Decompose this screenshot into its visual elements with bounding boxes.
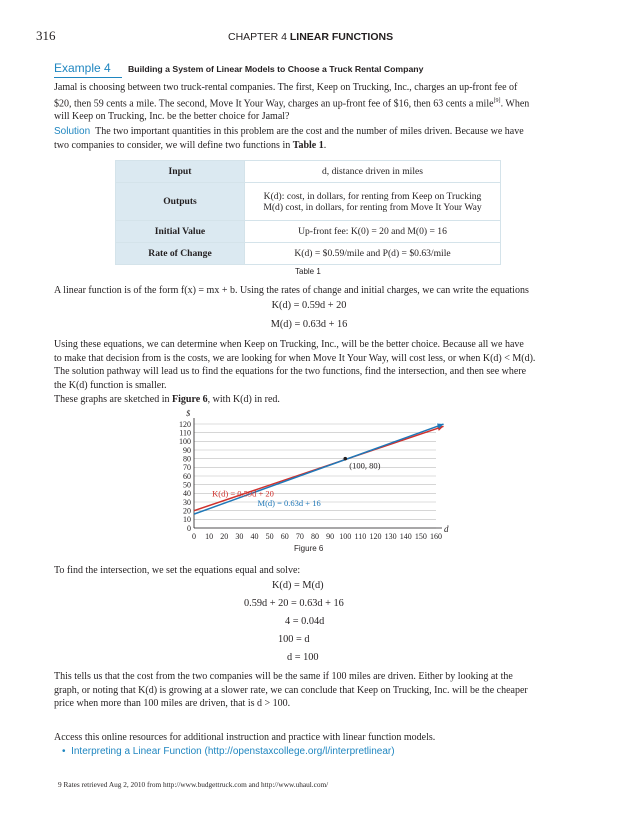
step-2: 0.59d + 20 = 0.63d + 16 xyxy=(244,598,344,609)
text-line: The two important quantities in this problem are the cost and the number of miles driven. Because we have xyxy=(95,126,524,137)
rate-header: Rate of Change xyxy=(116,243,245,265)
x-tick-label: 160 xyxy=(430,532,442,541)
y-tick-label: 10 xyxy=(183,515,191,525)
x-tick-label: 70 xyxy=(295,532,304,541)
y-tick-label: 70 xyxy=(183,463,191,473)
interpret-linear-link[interactable]: Interpreting a Linear Function (http://openstaxcollege.org/l/interpretlinear) xyxy=(71,746,395,757)
x-tick-label: 150 xyxy=(414,532,427,541)
footnote: 9 Rates retrieved Aug 2, 2010 from http://www.budgettruck.com and http://www.uhaul.com/ xyxy=(58,780,329,789)
text-line: $20, then 59 cents a mile. The second, Move It Your Way, charges an up-front fee of $16, then 63 cents a mile[9]. When xyxy=(54,97,530,109)
x-tick-label: 20 xyxy=(220,532,229,541)
example-label: Example 4 xyxy=(54,61,111,75)
x-tick-label: 50 xyxy=(265,532,274,541)
y-tick-label: 100 xyxy=(179,437,191,447)
x-tick-label: 140 xyxy=(399,532,412,541)
output-line: K(d): cost, in dollars, for renting from Keep on Trucking xyxy=(263,190,482,202)
equation-m: M(d) = 0.63d + 16 xyxy=(270,319,348,330)
y-tick-label: 120 xyxy=(179,419,191,429)
text-line: This tells us that the cost from the two companies will be the same if 100 miles are driven. Either by looking at the xyxy=(54,671,513,682)
text-line: graph, or noting that K(d) is growing at a slower rate, we can conclude that Keep on Trucking, Inc. will be the cheaper xyxy=(54,684,528,696)
x-tick-label: 110 xyxy=(354,532,367,541)
x-tick-label: 10 xyxy=(205,532,214,541)
y-tick-label: 20 xyxy=(183,506,191,516)
step-3: 4 = 0.04d xyxy=(285,616,325,627)
resource-link-item[interactable] xyxy=(62,746,395,757)
intersection-point xyxy=(343,457,347,461)
figure-reference: Figure 6 xyxy=(172,394,208,405)
example-underline xyxy=(54,77,122,78)
y-tick-label: 30 xyxy=(183,497,191,507)
x-tick-label: 130 xyxy=(384,532,397,541)
figure-intro-paragraph: These graphs are sketched in Figure 6, with K(d) in red. xyxy=(54,394,280,405)
x-axis-label: d xyxy=(444,524,449,534)
outputs-header: Outputs xyxy=(116,183,245,221)
bullet-icon: • xyxy=(62,746,66,757)
x-tick-label: 80 xyxy=(311,532,319,541)
x-tick-label: 60 xyxy=(280,532,289,541)
problem-statement xyxy=(54,81,564,124)
chapter-number: CHAPTER 4 xyxy=(228,31,287,43)
table-caption: Table 1 xyxy=(295,267,321,276)
intersection-intro: To find the intersection, we set the equations equal and solve: xyxy=(54,565,301,576)
chapter-title: LINEAR FUNCTIONS xyxy=(289,31,394,43)
chart-labels xyxy=(186,408,449,534)
rate-value: K(d) = $0.59/mile and P(d) = $0.63/mile xyxy=(245,243,501,265)
text-line: price when more than 100 miles are driven, that is d > 100. xyxy=(54,698,291,709)
series-label-k: K(d) = 0.59d + 20 xyxy=(212,488,274,499)
x-tick-label: 30 xyxy=(235,532,244,541)
figure-caption: Figure 6 xyxy=(294,544,324,553)
output-line: M(d) cost, in dollars, for renting from Move It Your Way xyxy=(263,201,482,213)
footnote-ref: [9] xyxy=(493,97,501,104)
table-reference: Table 1 xyxy=(292,139,324,151)
input-header: Input xyxy=(116,161,245,183)
series-label-m: M(d) = 0.63d + 16 xyxy=(257,498,321,509)
example-title: Building a System of Linear Models to Choose a Truck Rental Company xyxy=(128,64,424,74)
step-1: K(d) = M(d) xyxy=(272,580,324,591)
equation-k: K(d) = 0.59d + 20 xyxy=(271,300,347,311)
running-header xyxy=(228,31,393,43)
y-tick-label: 80 xyxy=(183,454,191,464)
y-axis-label: $ xyxy=(186,408,191,418)
resources-intro: Access this online resources for additional instruction and practice with linear function models. xyxy=(54,732,436,743)
functions-table xyxy=(115,160,501,265)
y-tick-label: 50 xyxy=(183,480,191,490)
x-tick-label: 90 xyxy=(326,532,335,541)
step-5: d = 100 xyxy=(287,652,319,663)
x-tick-label: 120 xyxy=(369,532,382,541)
chart-grid xyxy=(194,418,442,528)
y-tick-label: 0 xyxy=(187,523,191,533)
input-value: d, distance driven in miles xyxy=(245,161,501,183)
y-tick-label: 110 xyxy=(179,428,191,438)
text-line: Using these equations, we can determine when Keep on Trucking, Inc., will be the better choice. Because all we have xyxy=(54,339,524,350)
text-line: the K(d) function is smaller. xyxy=(54,379,167,391)
conclusion-paragraph xyxy=(54,670,564,711)
x-tick-label: 40 xyxy=(250,532,259,541)
initial-value: Up-front fee: K(0) = 20 and M(0) = 16 xyxy=(245,221,501,243)
text-line: The solution pathway will lead us to find the equations for the two functions, find the intersection, and then see where xyxy=(54,366,527,377)
intersection-label: (100, 80) xyxy=(349,460,381,471)
x-tick-label: 0 xyxy=(192,532,196,541)
text-line: two companies to consider, we will define two functions in Table 1. xyxy=(54,139,327,151)
y-tick-label: 90 xyxy=(183,445,191,455)
x-tick-label: 100 xyxy=(339,532,352,541)
chart-ticks xyxy=(179,420,442,541)
figure-6-chart xyxy=(150,406,460,546)
initial-value-header: Initial Value xyxy=(116,221,245,243)
y-tick-label: 60 xyxy=(183,471,191,481)
step-4: 100 = d xyxy=(278,634,310,645)
y-tick-label: 40 xyxy=(183,489,191,499)
text-line: to make that decision from is the costs, we are looking for when Move It Your Way, will cost less, or when K(d) < M(d). xyxy=(54,352,536,364)
linear-function-paragraph: A linear function is of the form f(x) = mx + b. Using the rates of change and initial charges, we can write the equations xyxy=(54,285,529,296)
text-line: will Keep on Trucking, Inc. be the better choice for Jamal? xyxy=(54,111,290,123)
analysis-paragraph xyxy=(54,338,564,392)
page-number: 316 xyxy=(36,28,56,43)
text-line: Jamal is choosing between two truck-rental companies. The first, Keep on Trucking, Inc., charges an up-front fee of xyxy=(54,82,518,93)
solution-label: Solution xyxy=(54,126,91,137)
outputs-value xyxy=(245,183,501,221)
solution-paragraph xyxy=(54,125,564,152)
